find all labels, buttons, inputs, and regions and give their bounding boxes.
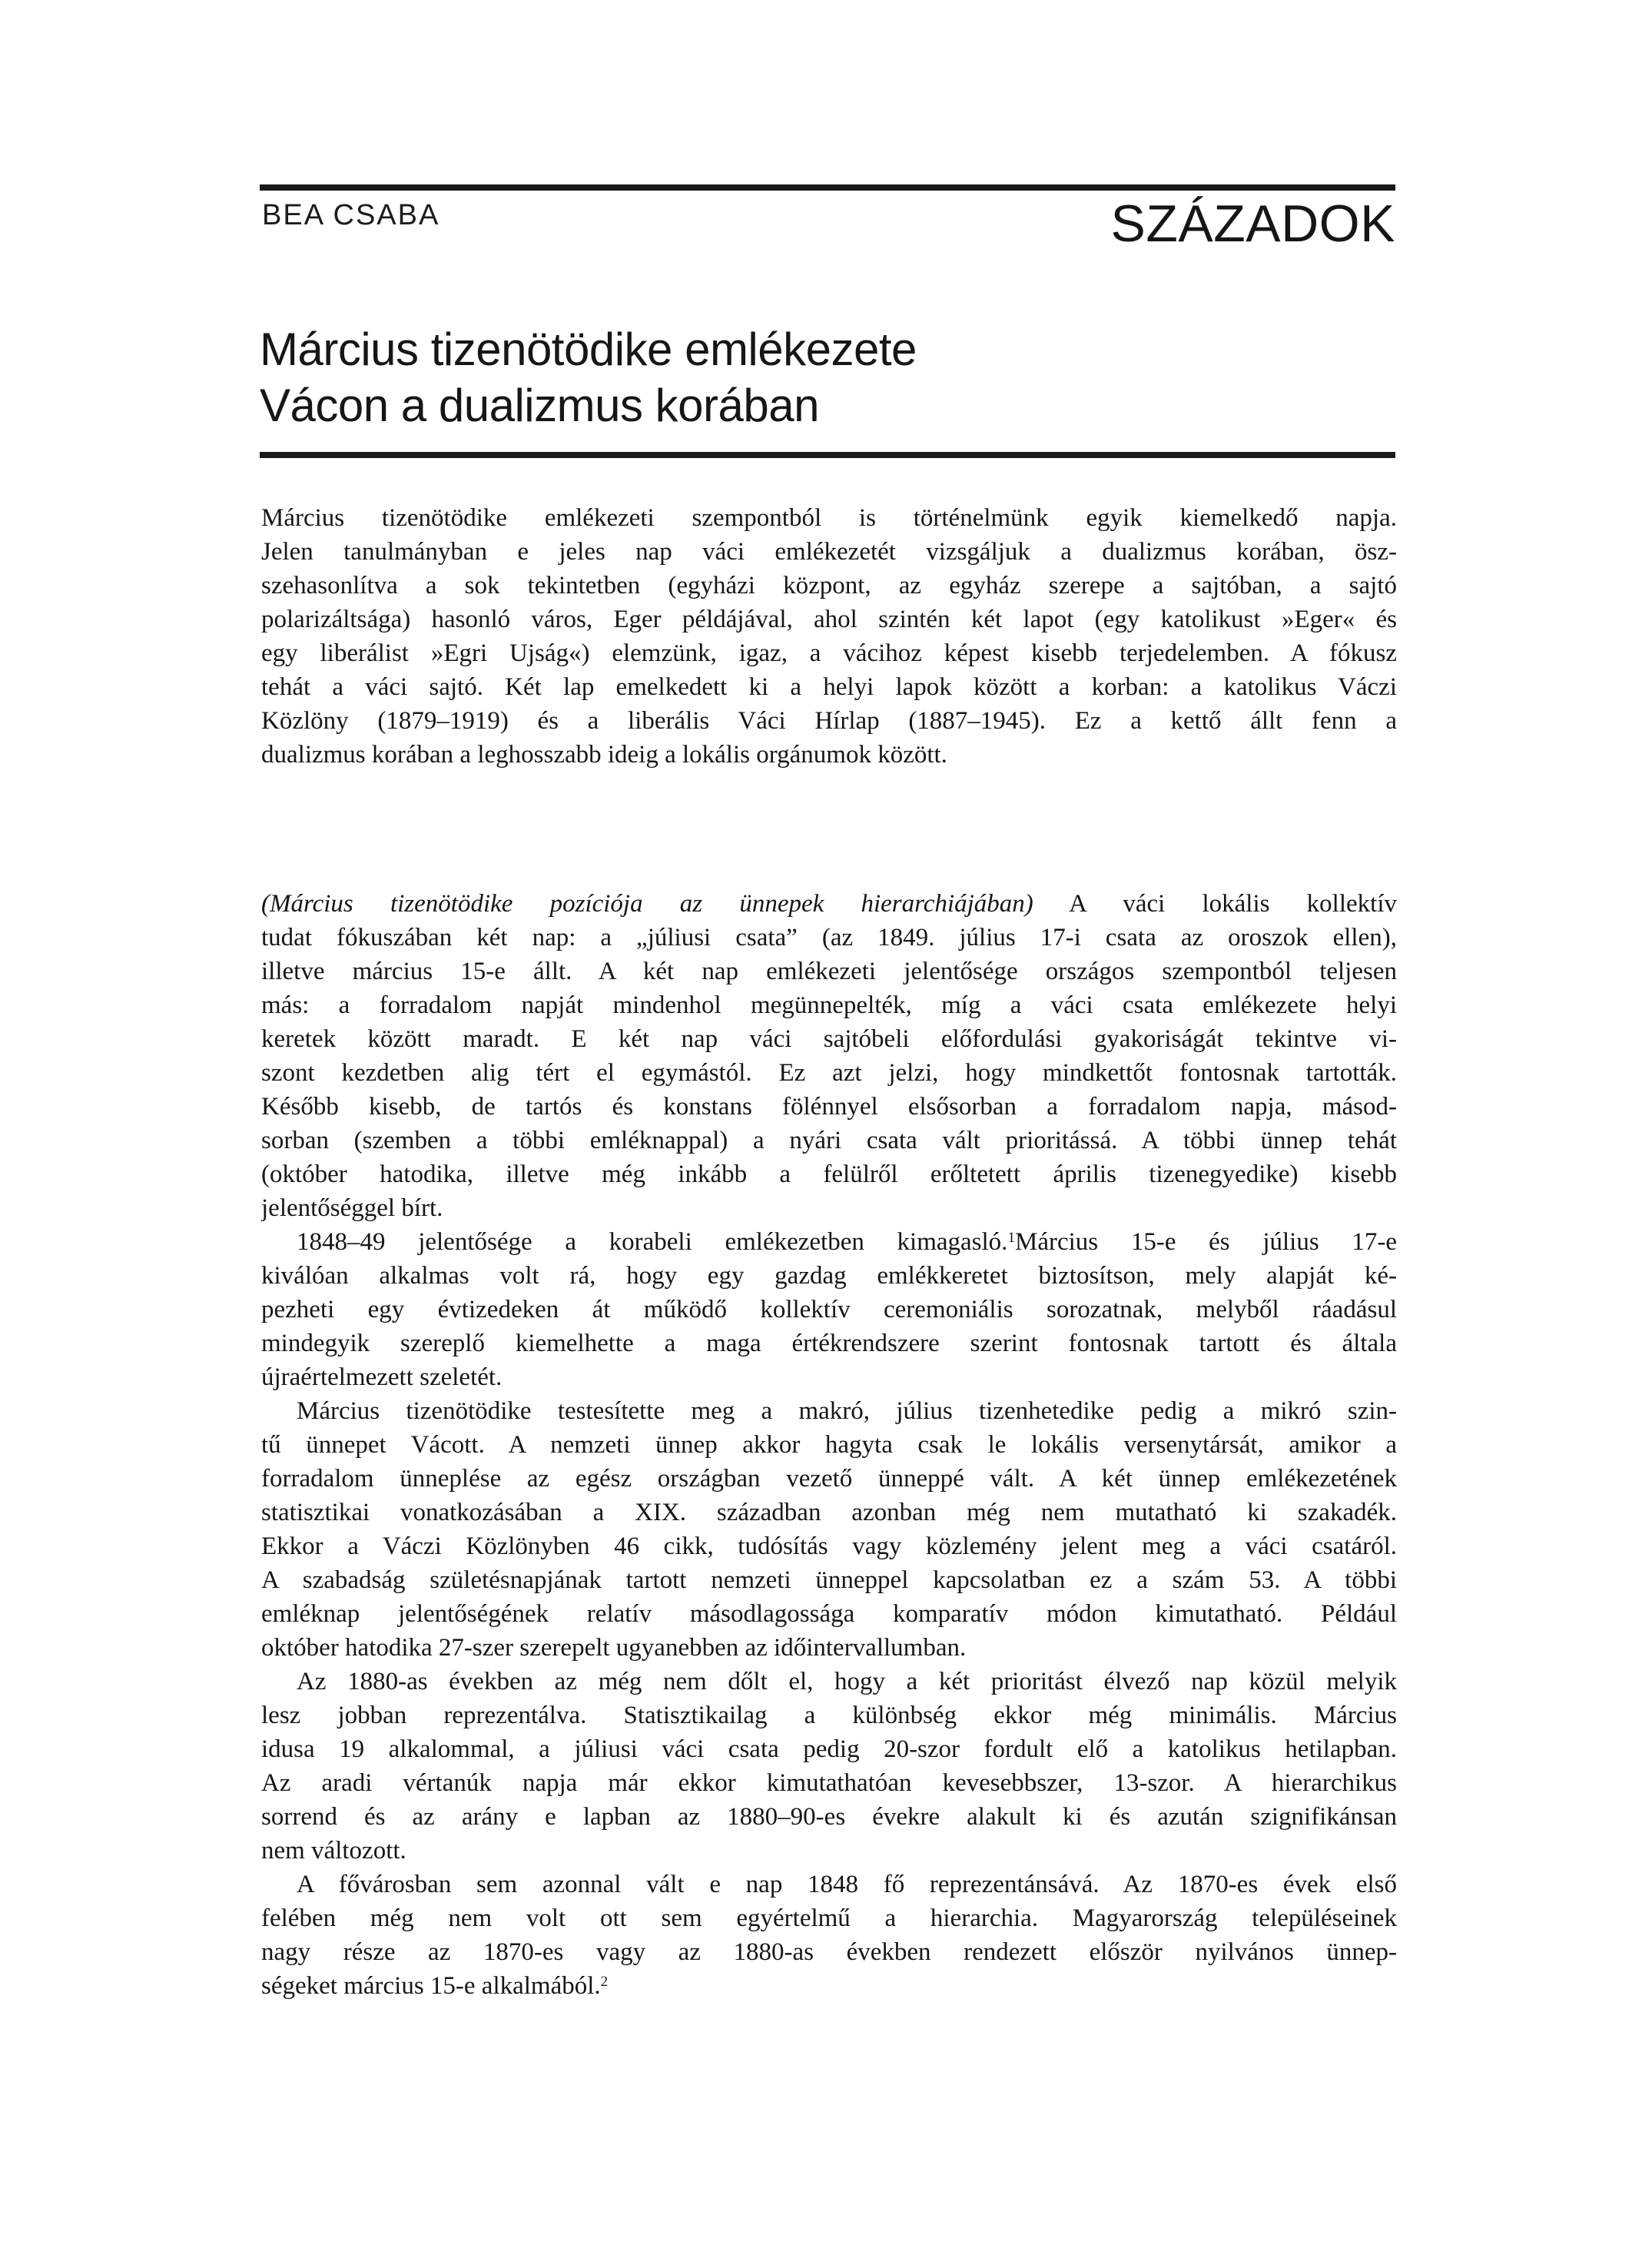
text-line bbox=[261, 1901, 1397, 1935]
text-line bbox=[261, 1022, 1397, 1056]
section-lead-in: (Március tizenötödike pozíciója az ünnepek hierarchiájában) bbox=[261, 890, 1033, 918]
text-run: tehát a váci sajtó. Két lap emelkedett ki a helyi lapok között a korban: a katolikus Váczi bbox=[261, 673, 1397, 701]
text-run: kiválóan alkalmas volt rá, hogy egy gazdag emlékkeretet biztosítson, mely alapját ké- bbox=[261, 1262, 1397, 1290]
author-name: BEA CSABA bbox=[262, 199, 440, 231]
text-line bbox=[261, 1394, 1397, 1428]
text-line bbox=[261, 1563, 1397, 1597]
text-run: szehasonlítva a sok tekintetben (egyházi központ, az egyház szerepe a sajtóban, a sajtó bbox=[261, 572, 1397, 599]
article-body bbox=[261, 501, 1397, 2003]
paragraph bbox=[261, 887, 1397, 1225]
journal-name: SZÁZADOK bbox=[1110, 194, 1395, 253]
text-line bbox=[261, 1259, 1397, 1293]
text-run: szont kezdetben alig tért el egymástól. Ez azt jelzi, hogy mindkettőt fontosnak tartották. bbox=[261, 1059, 1397, 1087]
text-line bbox=[261, 1090, 1397, 1124]
text-run: sorban (szemben a többi emléknappal) a nyári csata vált prioritássá. A többi ünnep tehát bbox=[261, 1127, 1397, 1154]
text-run: A váci lokális kollektív bbox=[1033, 890, 1397, 918]
text-run: A szabadság születésnapjának tartott nemzeti ünneppel kapcsolatban ez a szám 53. A többi bbox=[261, 1566, 1397, 1594]
text-line bbox=[261, 535, 1397, 569]
text-line bbox=[261, 1969, 1397, 2003]
text-line bbox=[261, 1597, 1397, 1631]
text-line bbox=[261, 1056, 1397, 1090]
text-run: (október hatodika, illetve még inkább a felülről erőltetett április tizenegyedike) kisebb bbox=[261, 1161, 1397, 1188]
text-line bbox=[261, 955, 1397, 988]
title-bottom-rule bbox=[260, 452, 1395, 458]
article-title-line-1: Március tizenötödike emlékezete bbox=[260, 324, 917, 375]
text-line bbox=[261, 1428, 1397, 1462]
text-run: pezheti egy évtizedeken át működő kollektív ceremoniális sorozatnak, melyből ráadásul bbox=[261, 1296, 1397, 1323]
text-run: Március tizenötödike testesítette meg a makró, július tizenhetedike pedig a mikró szin- bbox=[297, 1397, 1397, 1425]
paragraph bbox=[261, 1665, 1397, 1868]
text-run: forradalom ünneplése az egész országban vezető ünneppé vált. A két ünnep emlékezetének bbox=[261, 1465, 1397, 1493]
text-line bbox=[261, 1327, 1397, 1360]
text-line bbox=[261, 1766, 1397, 1800]
text-line bbox=[261, 1157, 1397, 1191]
text-line bbox=[261, 1225, 1397, 1259]
text-line bbox=[261, 501, 1397, 535]
text-run: 1848–49 jelentősége a korabeli emlékezetben kimagasló. bbox=[297, 1228, 1008, 1256]
footnote-marker: 2 bbox=[600, 1974, 609, 1991]
text-run: Jelen tanulmányban e jeles nap váci emlékezetét vizsgáljuk a dualizmus korában, ösz- bbox=[261, 538, 1397, 566]
text-line bbox=[261, 603, 1397, 636]
text-line bbox=[261, 1496, 1397, 1529]
text-line bbox=[261, 988, 1397, 1022]
text-run: nagy része az 1870-es vagy az 1880-as években rendezett először nyilvános ünnep- bbox=[261, 1938, 1397, 1966]
text-run: idusa 19 alkalommal, a júliusi váci csata pedig 20-szor fordult elő a katolikus hetilapban. bbox=[261, 1735, 1397, 1763]
article-title bbox=[260, 321, 1395, 433]
text-run: mindegyik szereplő kiemelhette a maga értékrendszere szerint fontosnak tartott és általa bbox=[261, 1330, 1397, 1357]
text-line bbox=[261, 887, 1397, 921]
text-line bbox=[261, 1124, 1397, 1157]
text-run: nem változott. bbox=[261, 1837, 406, 1865]
paragraph bbox=[261, 501, 1397, 772]
text-run: más: a forradalom napját mindenhol megünnepelték, míg a váci csata emlékezete helyi bbox=[261, 991, 1397, 1019]
text-run: illetve március 15-e állt. A két nap emlékezeti jelentősége országos szempontból teljesen bbox=[261, 958, 1397, 985]
text-line bbox=[261, 1665, 1397, 1699]
text-line bbox=[261, 1732, 1397, 1766]
text-line bbox=[261, 636, 1397, 670]
text-run: statisztikai vonatkozásában a XIX. században azonban még nem mutatható ki szakadék. bbox=[261, 1499, 1397, 1526]
text-run: egy liberálist »Egri Ujság«) elemzünk, igaz, a vácihoz képest kisebb terjedelemben. A fókusz bbox=[261, 639, 1397, 667]
article-title-line-2: Vácon a dualizmus korában bbox=[260, 380, 819, 431]
text-run: Közlöny (1879–1919) és a liberális Váci Hírlap (1887–1945). Ez a kettő állt fenn a bbox=[261, 707, 1397, 735]
text-line bbox=[261, 1631, 1397, 1665]
text-line bbox=[261, 1834, 1397, 1868]
paragraph bbox=[261, 1394, 1397, 1665]
text-line bbox=[261, 1800, 1397, 1834]
text-line bbox=[261, 1360, 1397, 1394]
text-line bbox=[261, 704, 1397, 738]
text-run: jelentőséggel bírt. bbox=[261, 1194, 443, 1222]
text-line bbox=[261, 569, 1397, 603]
text-line bbox=[261, 670, 1397, 704]
paragraph bbox=[261, 1868, 1397, 2003]
text-run: sorrend és az arány e lapban az 1880–90-es évekre alakult ki és azután szignifikánsan bbox=[261, 1803, 1397, 1831]
text-run: Az aradi vértanúk napja már ekkor kimutathatóan kevesebbszer, 13-szor. A hierarchikus bbox=[261, 1769, 1397, 1797]
text-line bbox=[261, 1935, 1397, 1969]
text-line bbox=[261, 1868, 1397, 1901]
text-line bbox=[261, 1191, 1397, 1225]
text-run: október hatodika 27-szer szerepelt ugyanebben az időintervallumban. bbox=[261, 1634, 967, 1662]
text-run: újraértelmezett szeletét. bbox=[261, 1363, 503, 1391]
text-run: polarizáltsága) hasonló város, Eger példájával, ahol szintén két lapot (egy katolikust »Eger« és bbox=[261, 606, 1397, 633]
text-line bbox=[261, 1462, 1397, 1496]
text-run: tudat fókuszában két nap: a „júliusi csata” (az 1849. július 17-i csata az oroszok ellen), bbox=[261, 924, 1397, 951]
text-run: Március tizenötödike emlékezeti szempontból is történelmünk egyik kiemelkedő napja. bbox=[261, 504, 1397, 532]
header-top-rule bbox=[260, 184, 1395, 191]
text-line bbox=[261, 738, 1397, 772]
text-run: emléknap jelentőségének relatív másodlagossága komparatív módon kimutatható. Például bbox=[261, 1600, 1397, 1628]
text-run: felében még nem volt ott sem egyértelmű a hierarchia. Magyarország településeinek bbox=[261, 1904, 1397, 1932]
text-run: A fővárosban sem azonnal vált e nap 1848 fő reprezentánsává. Az 1870-es évek első bbox=[297, 1871, 1397, 1898]
text-line bbox=[261, 1699, 1397, 1732]
text-run: dualizmus korában a leghosszabb ideig a lokális orgánumok között. bbox=[261, 741, 947, 769]
footnote-marker: 1 bbox=[1007, 1230, 1015, 1247]
text-line bbox=[261, 1529, 1397, 1563]
paragraph bbox=[261, 1225, 1397, 1394]
text-run: tű ünnepet Vácott. A nemzeti ünnep akkor hagyta csak le lokális versenytársát, amikor a bbox=[261, 1431, 1397, 1459]
text-run: Később kisebb, de tartós és konstans fölénnyel elsősorban a forradalom napja, másod- bbox=[261, 1093, 1397, 1121]
text-line bbox=[261, 1293, 1397, 1327]
text-line bbox=[261, 921, 1397, 955]
text-run: ségeket március 15-e alkalmából. bbox=[261, 1972, 601, 2000]
text-run: Ekkor a Váczi Közlönyben 46 cikk, tudósítás vagy közlemény jelent meg a váci csatáról. bbox=[261, 1532, 1397, 1560]
text-run: Az 1880-as években az még nem dőlt el, hogy a két prioritást élvező nap közül melyik bbox=[297, 1668, 1397, 1695]
text-run: lesz jobban reprezentálva. Statisztikailag a különbség ekkor még minimális. Március bbox=[261, 1702, 1397, 1729]
text-run: Március 15-e és július 17-e bbox=[1015, 1228, 1397, 1256]
text-run: keretek között maradt. E két nap váci sajtóbeli előfordulási gyakoriságát tekintve vi- bbox=[261, 1025, 1397, 1053]
